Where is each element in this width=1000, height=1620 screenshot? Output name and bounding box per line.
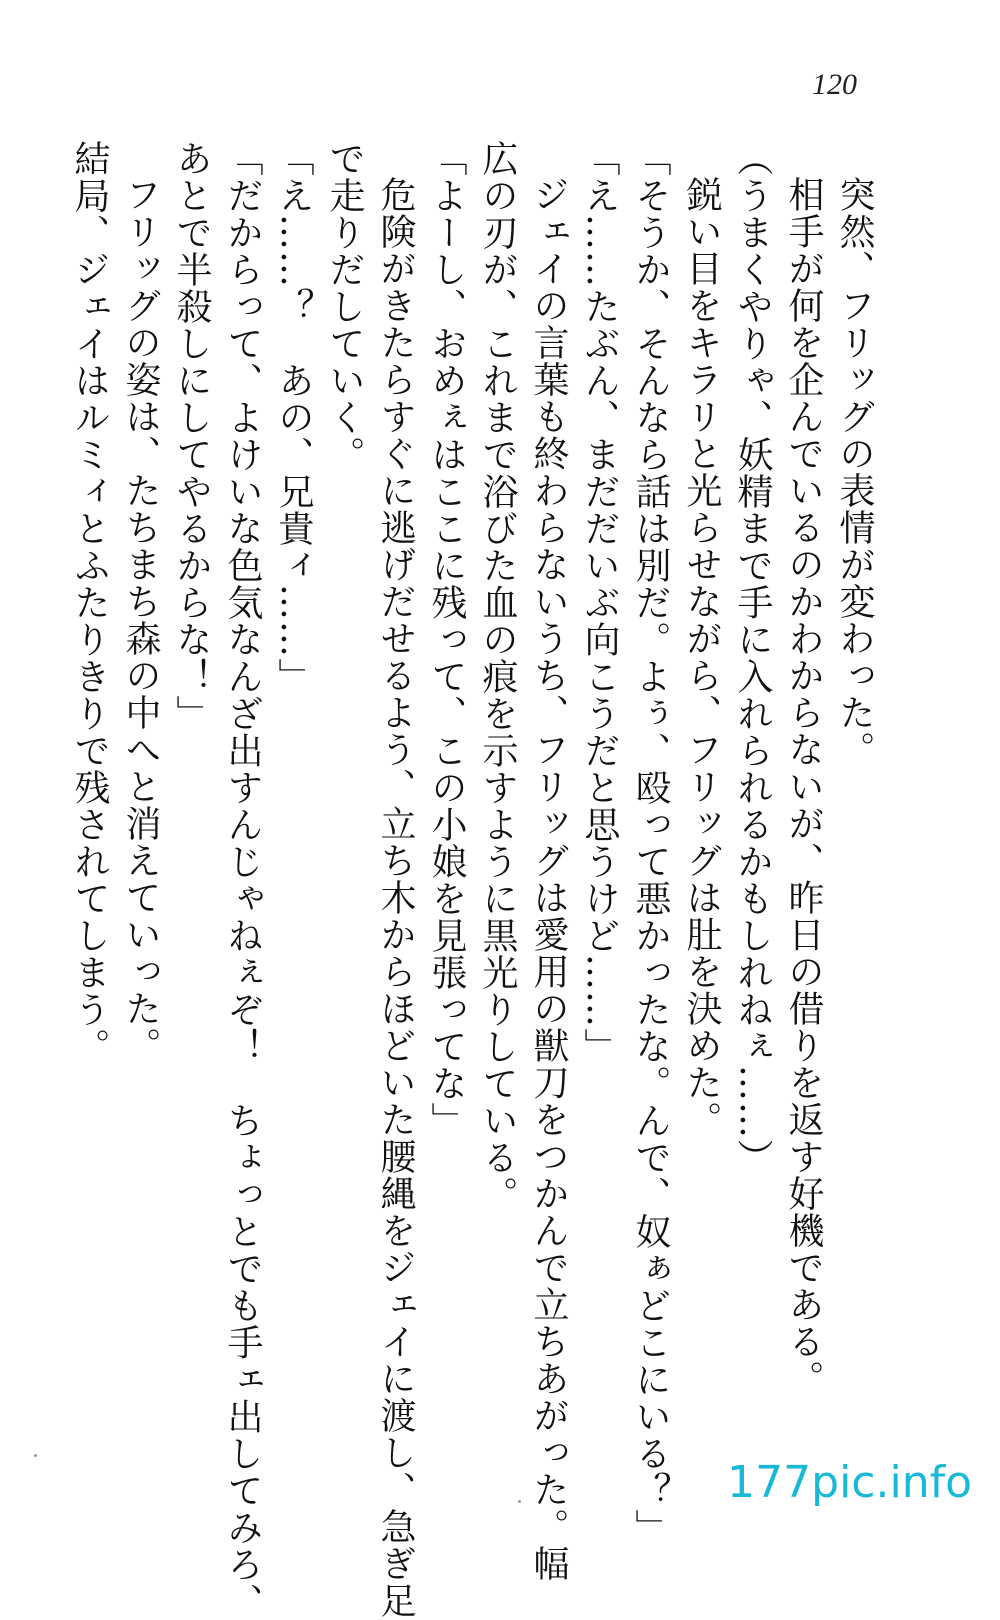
text-line: あとで半殺しにしてやるからな！」 bbox=[171, 140, 212, 732]
text-line: 広の刃が、これまで浴びた血の痕を示すように黒光りしている。 bbox=[477, 140, 518, 1213]
text-line: 「そうか、そんなら話は別だ。よぅ、殴って悪かったな。んで、奴ぁどこにいる？」 bbox=[630, 140, 671, 1546]
text-line: 「よーし、おめぇはここに残って、この小娘を見張ってな」 bbox=[426, 140, 467, 1139]
text-line: 「え……？ あの、兄貴ィ……」 bbox=[273, 140, 314, 695]
scan-speck bbox=[518, 1500, 521, 1503]
text-line: 「え……たぶん、まだだいぶ向こうだと思うけど……」 bbox=[579, 140, 620, 1065]
text-line: ジェイの言葉も終わらないうち、フリッグは愛用の獣刀をつかんで立ちあがった。幅 bbox=[528, 176, 569, 1582]
text-line: フリッグの姿は、たちまち森の中へと消えていった。 bbox=[120, 176, 161, 1064]
text-line: 突然、フリッグの表情が変わった。 bbox=[834, 176, 875, 768]
text-line: （うまくやりゃ、妖精まで手に入れられるかもしれねぇ……） bbox=[732, 140, 773, 1176]
page-number: 120 bbox=[812, 68, 857, 101]
text-line: 危険がきたらすぐに逃げだせるよう、立ち木からほどいた腰縄をジェイに渡し、急ぎ足 bbox=[375, 176, 416, 1619]
scan-speck bbox=[34, 1454, 37, 1457]
text-line: 鋭い目をキラリと光らせながら、フリッグは肚を決めた。 bbox=[681, 176, 722, 1138]
watermark: 177pic.info bbox=[727, 1457, 972, 1508]
text-line: 「だからって、よけいな色気なんざ出すんじゃねぇぞ！ ちょっとでも手ェ出してみろ、 bbox=[222, 140, 263, 1620]
text-line: 結局、ジェイはルミィとふたりきりで残されてしまう。 bbox=[69, 140, 110, 1065]
text-line: 相手が何を企んでいるのかわからないが、昨日の借りを返す好機である。 bbox=[783, 176, 824, 1397]
text-line: で走りだしていく。 bbox=[324, 140, 365, 473]
